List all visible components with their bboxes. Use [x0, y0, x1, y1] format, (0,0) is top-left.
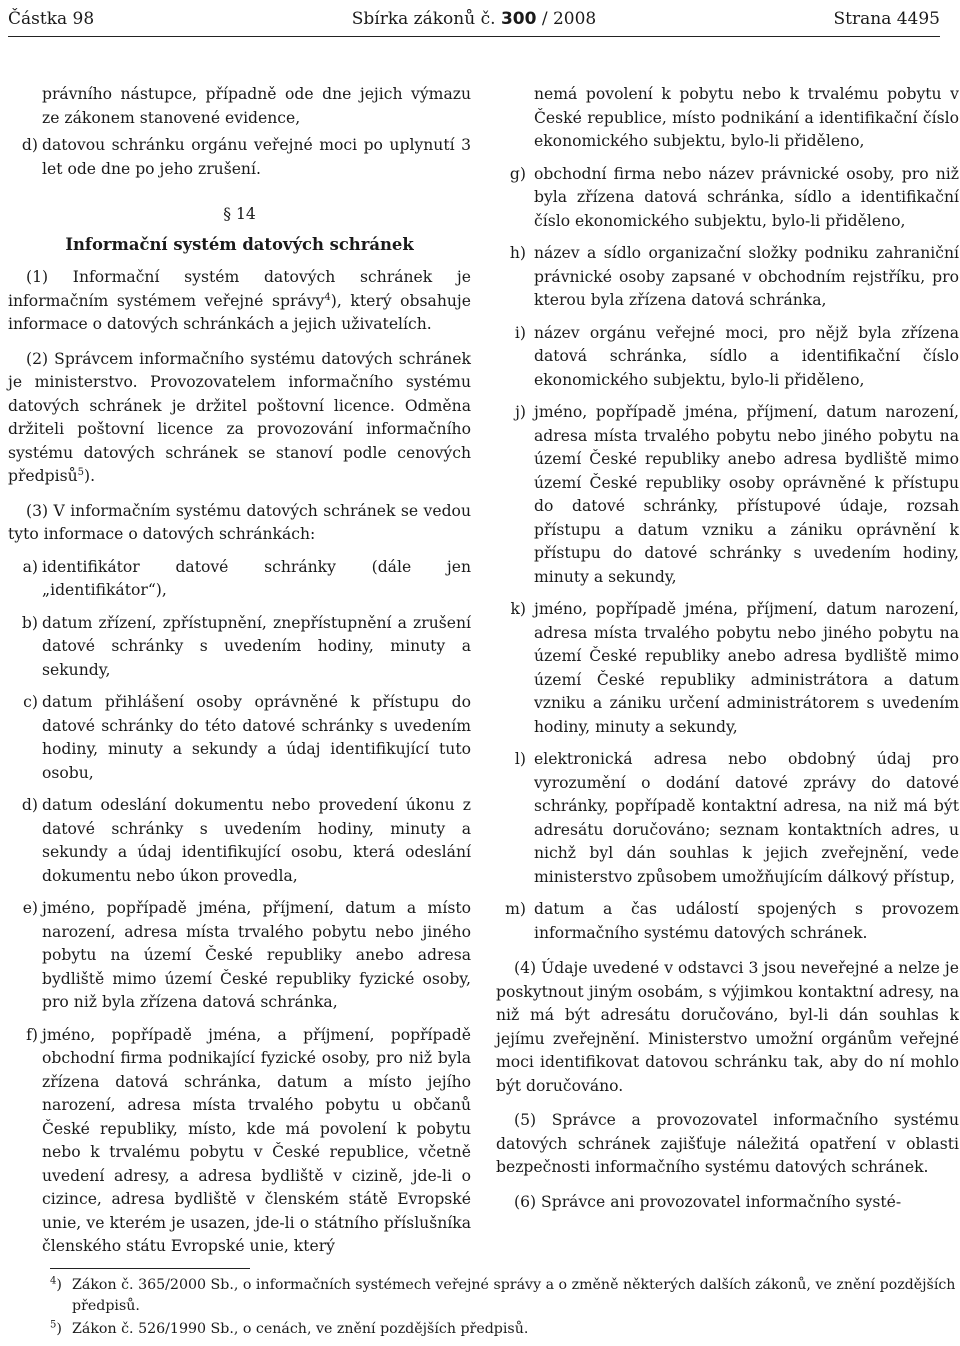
item-text: jméno, popřípadě jména, příjmení, datum a místo narození, adresa místa trvalého pobytu nebo jiného pobytu na území České republiky anebo adresa bydliště mimo území České republiky fyzické osoby, pro niž byla zřízena datová schránka,: [42, 899, 471, 1011]
collection-year: / 2008: [541, 9, 597, 29]
item-text: jméno, popřípadě jména, a příjmení, popřípadě obchodní firma podnikající fyzické osoby, pro niž byla zřízena datová schránka, datum a místo jejího narození, adresa místa trvalého pobytu u občanů České republiky, místo, kde má povolení k pobytu nebo k trvalému pobytu v České republice, včetně uvedení adresy, a adresa bydliště v cizině, jde-li o cizince, adresa bydliště v členském státě Evropské unie, ve kterém je usazen, jde-li o státního příslušníka členského státu Evropské unie, který: [42, 1025, 471, 1255]
list-item: [8, 134, 471, 181]
item-text: datum zřízení, zpřístupnění, znepřístupnění a zrušení datové schránky s uvedením hodiny, minuty a sekundy,: [42, 613, 471, 679]
footnote-mark: $^5$): [50, 1319, 62, 1337]
collection-label: [8, 6, 940, 32]
section-title: Informační systém datových schránek: [65, 234, 414, 254]
item-text: datum přihlášení osoby oprávněné k přístupu do datové schránky do této datové schránky s uvedením hodiny, minuty a sekundy a údaj identifikující tuto osobu,: [42, 693, 471, 782]
item-label: g): [509, 164, 526, 183]
paragraph-1-text: (1) Informační systém datových schránek je informačním systémem veřejné správy: [8, 268, 471, 310]
item-text: elektronická adresa nebo obdobný údaj pro vyrozumění o dodání datové zprávy do datové schránky, popřípadě kontaktní adresa, na niž má být adresátu doručováno; seznam kontaktních adres, u nichž byl dán souhlas k jejich zveřejnění, vede ministerstvo způsobem umožňujícím dálkový přístup,: [534, 750, 959, 886]
footnote-text: Zákon č. 365/2000 Sb., o informačních systémech veřejné správy a o změně některých dalších zákonů, ve znění pozdějších předpisů.: [72, 1277, 956, 1314]
issue-label: Částka 98: [8, 9, 95, 29]
footnote-ref[interactable]: 5: [77, 466, 85, 478]
left-column: [8, 83, 471, 1268]
footnote-text: Zákon č. 526/1990 Sb., o cenách, ve znění pozdějších předpisů.: [72, 1321, 529, 1337]
list-item: [496, 748, 959, 889]
list-item: [8, 897, 471, 1015]
list-item: [8, 794, 471, 888]
page-header: [8, 6, 940, 37]
item-label: m): [505, 900, 526, 918]
item-label: d): [21, 796, 38, 814]
item-text: datovou schránku orgánu veřejné moci po uplynutí 3 let ode dne po jeho zrušení.: [42, 136, 471, 178]
list-item: [496, 242, 959, 313]
paragraph-2: [8, 348, 471, 489]
section-mark: § 14: [223, 205, 256, 223]
paragraph-2-text-end: ).: [84, 467, 96, 485]
item-label: b): [21, 613, 38, 632]
paragraph-3: (3) V informačním systému datových schránek se vedou tyto informace o datových schránkách:: [8, 501, 471, 543]
footnote-ref[interactable]: 4: [324, 291, 331, 303]
list-item: [496, 322, 959, 393]
paragraph-6: (6) Správce ani provozovatel informačního systé-: [514, 1192, 902, 1211]
item-text: datum odeslání dokumentu nebo provedení úkonu z datové schránky s uvedením hodiny, minuty a sekundy a údaj identifikující osobu, která odeslání dokumentu nebo úkon provedla,: [42, 796, 471, 885]
right-column: [496, 83, 959, 1225]
item-label: f): [26, 1025, 38, 1044]
footnote-divider: [50, 1268, 250, 1269]
item-label: k): [510, 600, 526, 618]
item-label: a): [22, 557, 38, 576]
item-text: název a sídlo organizační složky podniku zahraniční právnické osoby zapsané v obchodním rejstříku, pro kterou byla zřízena datová schránka,: [534, 244, 959, 309]
paragraph-2-text: (2) Správcem informačního systému datových schránek je ministerstvo. Provozovatelem informačního systému datových schránek je držitel poštovní licence. Odměna držiteli poštovní licence za provozování informačního systému datových schránek se stanoví podle cenových předpisů: [8, 349, 471, 485]
item-text: jméno, popřípadě jména, příjmení, datum narození, adresa místa trvalého pobytu nebo jiného pobytu na území České republiky anebo adresa bydliště mimo území České republiky osoby oprávněné k přístupu do datové schránky, přístupové údaje, rozsah přístupu a datum vzniku a zániku oprávnění k přístupu do datové schránky s uvedením hodiny, minuty a sekundy,: [534, 403, 959, 586]
footnote: [50, 1275, 958, 1317]
list-item: [496, 163, 959, 234]
list-item: [8, 691, 471, 785]
item-text: obchodní firma nebo název právnické osoby, pro niž byla zřízena datová schránka, sídlo a identifikační číslo ekonomického subjektu, bylo-li přiděleno,: [534, 164, 959, 230]
item-text: jméno, popřípadě jména, příjmení, datum narození, adresa místa trvalého pobytu nebo jiného pobytu na území České republiky anebo adresa bydliště mimo území České republiky administrátora a datum vzniku a zániku určení administrátorem s uvedením hodiny, minuty a sekundy,: [534, 600, 959, 736]
paragraph-5: (5) Správce a provozovatel informačního systému datových schránek zajišťuje náležitá opatření v oblasti bezpečnosti informačního systému datových schránek.: [496, 1111, 959, 1176]
item-label: h): [509, 244, 526, 262]
footnotes: [50, 1275, 958, 1342]
item-text: název orgánu veřejné moci, pro nějž byla zřízena datová schránka, sídlo a identifikační číslo ekonomického subjektu, bylo-li přiděleno,: [534, 323, 959, 389]
continued-text: nemá povolení k pobytu nebo k trvalému pobytu v České republice, místo podnikání a identifikační číslo ekonomického subjektu, bylo-li přiděleno,: [534, 85, 959, 150]
item-label: i): [514, 323, 526, 342]
list-item: [8, 1024, 471, 1259]
list-item: [8, 556, 471, 603]
item-label: l): [514, 750, 526, 768]
page-number: Strana 4495: [833, 9, 940, 29]
item-label: c): [23, 693, 38, 711]
paragraph-1-text-end: ), který obsahuje informace o datových schránkách a jejich uživatelích.: [8, 291, 471, 333]
list-item: [496, 598, 959, 739]
item-text: identifikátor datové schránky (dále jen „identifikátor“),: [42, 557, 471, 599]
footnote-number: 5: [50, 1319, 57, 1331]
paragraph-1: [8, 266, 471, 337]
item-label: d): [21, 136, 38, 154]
item-label: j): [515, 403, 526, 421]
list-item: [496, 401, 959, 589]
footnote-mark: $^4$): [50, 1275, 62, 1293]
item-label: e): [22, 899, 38, 917]
paragraph-4: (4) Údaje uvedené v odstavci 3 jsou neveřejné a nelze je poskytnout jiným osobám, s výjimkou kontaktní adresy, na niž má být adresátu doručováno, byl-li dán souhlas k jejímu zveřejnění. Ministerstvo umožní orgánům veřejné moci identifikovat datovou schránku tak, aby do ní mohlo být doručováno.: [496, 959, 959, 1095]
list-item: [8, 612, 471, 683]
footnote: [50, 1319, 958, 1340]
item-text: datum a čas událostí spojených s provozem informačního systému datových schránek.: [534, 900, 959, 942]
list-item: [496, 898, 959, 945]
footnote-number: 4: [50, 1275, 57, 1287]
continued-text: právního nástupce, případně ode dne jejich výmazu ze zákonem stanovené evidence,: [42, 85, 471, 127]
collection-prefix: Sbírka zákonů č.: [351, 9, 496, 29]
law-number: 300: [500, 9, 537, 29]
